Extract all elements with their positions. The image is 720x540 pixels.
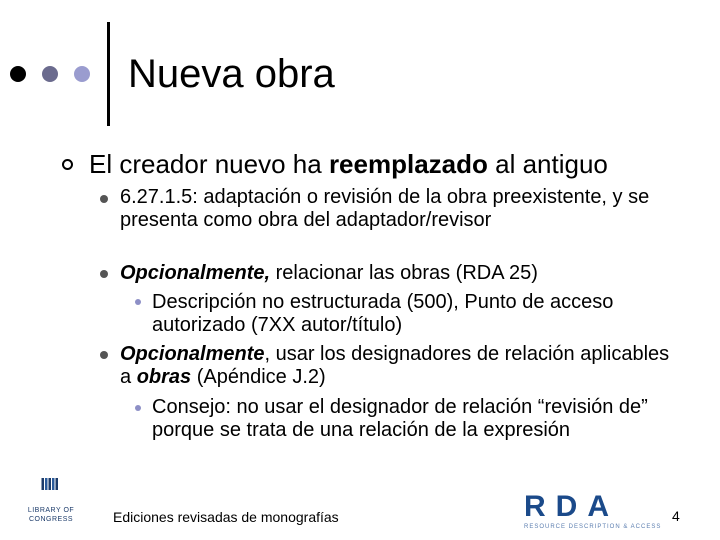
dot-light xyxy=(74,66,90,82)
sub-point-3-detail: Consejo: no usar el designador de relación “revisión de” porque se trata de una relación de la expresión xyxy=(152,396,648,441)
sub-point-2-emphasis: Opcionalmente, xyxy=(120,262,271,284)
dot-dark xyxy=(10,66,26,82)
sub-point-3-mid: , usar los designadores de relación aplicables a xyxy=(120,343,670,388)
main-point-pre: El creador nuevo ha xyxy=(89,149,329,179)
level3-bullet-icon xyxy=(135,405,141,411)
sub-point-3 xyxy=(120,343,680,389)
main-point xyxy=(89,148,608,180)
page-number: 4 xyxy=(672,508,680,524)
loc-label: LIBRARY OF CONGRESS xyxy=(27,507,75,523)
slide-title: Nueva obra xyxy=(128,52,335,96)
level1-bullet-icon xyxy=(62,159,73,170)
main-point-post: al antiguo xyxy=(487,149,608,179)
sub-point-3-rest: (Apéndice J.2) xyxy=(191,366,326,388)
sub-point-3-emphasis: Opcionalmente xyxy=(120,343,265,365)
level2-bullet-icon xyxy=(100,195,108,203)
rda-subtitle: RESOURCE DESCRIPTION & ACCESS xyxy=(524,524,662,530)
main-point-bold: reemplazado xyxy=(328,149,488,179)
sub-point-2 xyxy=(120,262,680,285)
loc-book-icon xyxy=(24,476,78,506)
rda-letters: RDA xyxy=(524,490,619,523)
sub-point-1: 6.27.1.5: adaptación o revisión de la obra preexistente, y se presenta como obra del adaptador/revisor xyxy=(120,186,650,231)
title-divider xyxy=(107,22,110,126)
level2-bullet-icon xyxy=(100,270,108,278)
sub-point-2-detail: Descripción no estructurada (500), Punto de acceso autorizado (7XX autor/título) xyxy=(152,291,614,336)
level2-bullet-icon xyxy=(100,351,108,359)
level3-bullet-icon xyxy=(135,299,141,305)
footer-text: Ediciones revisadas de monografías xyxy=(113,509,339,525)
sub-point-2-rest: relacionar las obras (RDA 25) xyxy=(270,262,538,284)
dot-mid xyxy=(42,66,58,82)
sub-point-3-emphasis-2: obras xyxy=(136,366,192,388)
title-dots xyxy=(10,66,100,84)
